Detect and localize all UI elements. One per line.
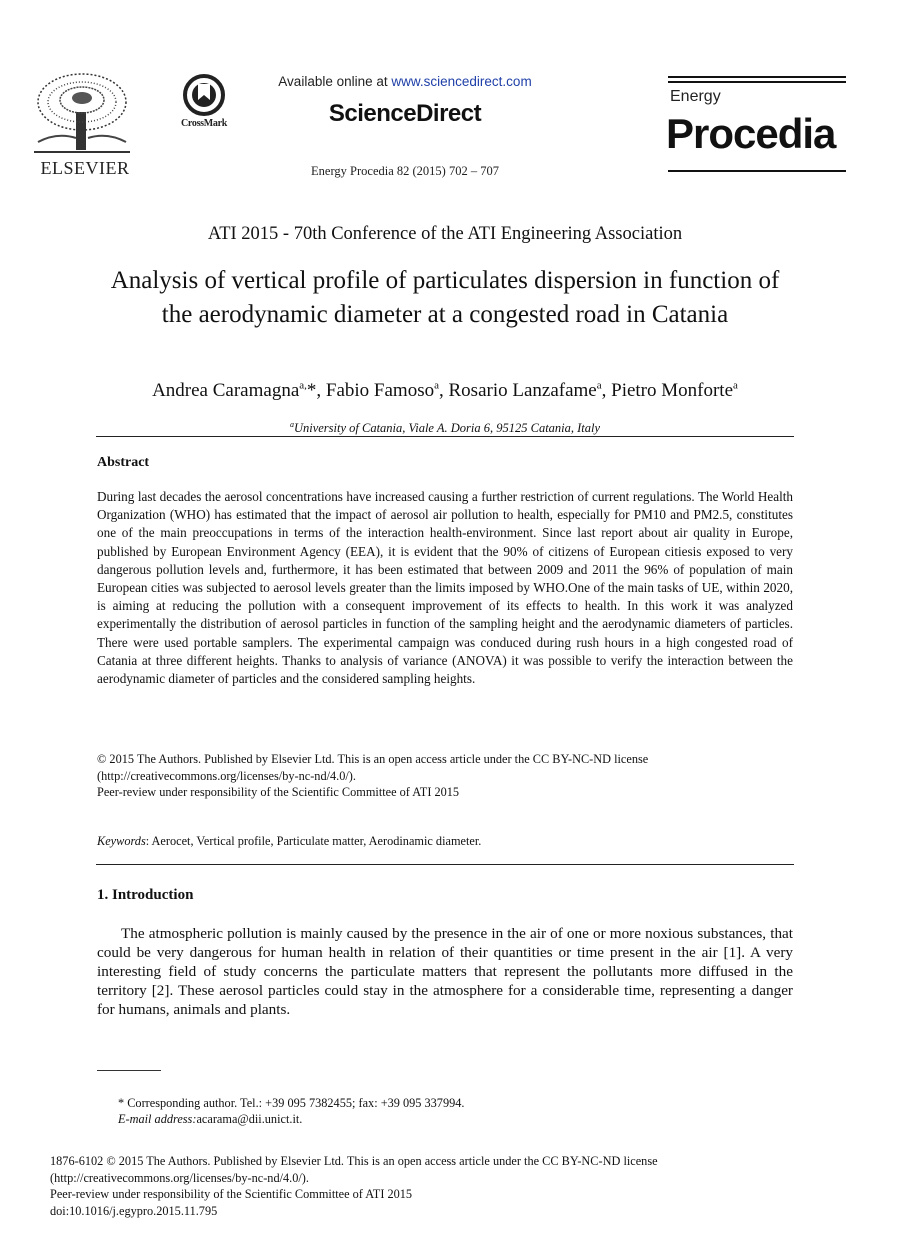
elsevier-logo — [22, 72, 148, 180]
divider — [96, 864, 794, 865]
keywords — [97, 834, 793, 849]
license-line: © 2015 The Authors. Published by Elsevier Ltd. This is an open access article under the CC BY-NC-ND license — [97, 752, 649, 766]
elsevier-wordmark: ELSEVIER — [40, 158, 130, 178]
doi[interactable]: doi:10.1016/j.egypro.2015.11.795 — [50, 1203, 218, 1218]
email-label: E-mail address: — [118, 1112, 197, 1126]
procedia-rule-top-2 — [668, 81, 846, 83]
crossmark-icon — [183, 74, 225, 116]
section-heading: 1. Introduction — [97, 887, 194, 903]
peer-review-line: Peer-review under responsibility of the Scientific Committee of ATI 2015 — [97, 785, 460, 799]
journal-name-small: Energy — [670, 88, 721, 105]
crossmark-label: CrossMark — [180, 118, 227, 129]
available-prefix: Available online at — [278, 74, 392, 89]
footnote-rule — [97, 1070, 161, 1071]
author: Fabio Famoso$^a$, — [325, 380, 449, 402]
procedia-rule-top — [668, 76, 846, 78]
bottom-license-block — [50, 1153, 850, 1219]
keywords-text: : Aerocet, Vertical profile, Particulate matter, Aerodinamic diameter. — [145, 834, 482, 848]
abstract-heading: Abstract — [97, 455, 150, 470]
keywords-label: Keywords — [97, 834, 146, 848]
license-block — [97, 751, 793, 801]
author: Andrea Caramagna$^{a,}$*, — [152, 380, 326, 402]
email-note — [118, 1112, 302, 1127]
sciencedirect-logo: ScienceDirect — [328, 100, 482, 127]
crossmark-badge[interactable] — [172, 74, 236, 132]
journal-reference: Energy Procedia 82 (2015) 702 – 707 — [311, 164, 499, 178]
procedia-rule-bottom — [668, 170, 846, 172]
available-online — [240, 74, 570, 89]
author: Pietro Monforte$^a$ — [611, 380, 738, 402]
journal-name-large: Procedia — [666, 110, 836, 157]
divider — [96, 436, 794, 437]
conference-name: ATI 2015 - 70th Conference of the ATI Engineering Association — [207, 224, 683, 244]
author-list — [60, 380, 830, 402]
issn-license-line: 1876-6102 © 2015 The Authors. Published by Elsevier Ltd. This is an open access article under the CC BY-NC-ND license — [50, 1154, 658, 1168]
license-link[interactable]: (http://creativecommons.org/licenses/by-nc-nd/4.0/). — [97, 768, 356, 783]
introduction-body: The atmospheric pollution is mainly caused by the presence in the air of one or more noxious substances, that could be very dangerous for human health in relation of their quantities or time present in the air [1]. A very interesting field of study concerns the particulate matters that represent the pollutants more diffused in the territory [2]. These aerosol particles could stay in the atmosphere for a considerable time, representing a danger for humans, animals and plants. — [97, 925, 793, 1018]
license-link[interactable]: (http://creativecommons.org/licenses/by-nc-nd/4.0/). — [50, 1170, 309, 1185]
sciencedirect-link[interactable]: www.sciencedirect.com — [391, 74, 532, 89]
email-address[interactable]: acarama@dii.unict.it. — [196, 1112, 303, 1126]
peer-review-line: Peer-review under responsibility of the Scientific Committee of ATI 2015 — [50, 1187, 413, 1202]
affiliation: $^a$University of Catania, Viale A. Doria 6, 95125 Catania, Italy — [289, 420, 601, 436]
elsevier-tree-icon — [32, 72, 132, 156]
abstract-body: During last decades the aerosol concentrations have increased causing a further restriction of current regulations. The World Health Organization (WHO) has estimated that the impact of aerosol air pollution to health, especially for PM10 and PM2.5, constitutes one of the main preoccupations in terms of the interaction health-environment. Since last report about air quality in Europe, published by European Environment Agency (EEA), it is evident that the 90% of citizens of European citiesis exposed to very dangerous pollution levels and, furthermore, it has been estimated that between 2009 and 2011 the 96% of population of main European cities was subjected to aerosol levels greater than the limits imposed by WHO.One of the main tasks of UE, within 2020, is aiming at reducing the pollution with a consequent improvement of its effects to health. In this work it was analyzed experimentally the distribution of aerosol particles in function of the sampling height and the aerodynamic diameters of particles. There were used portable samplers. The experimental campaign was conduced during rush hours in a high congested road of Catania at three different heights. Thanks to analysis of variance (ANOVA) it was possible to verify the interaction between the aerodynamic diameter of particles and the considered sampling heights. — [97, 489, 793, 687]
corresponding-author-note: * Corresponding author. Tel.: +39 095 7382455; fax: +39 095 337994. — [118, 1096, 465, 1110]
paper-title: Analysis of vertical profile of particulates dispersion in function of the aerodynamic diameter at a congested road in Catania — [110, 267, 780, 328]
author: Rosario Lanzafame$^a$, — [448, 380, 612, 402]
